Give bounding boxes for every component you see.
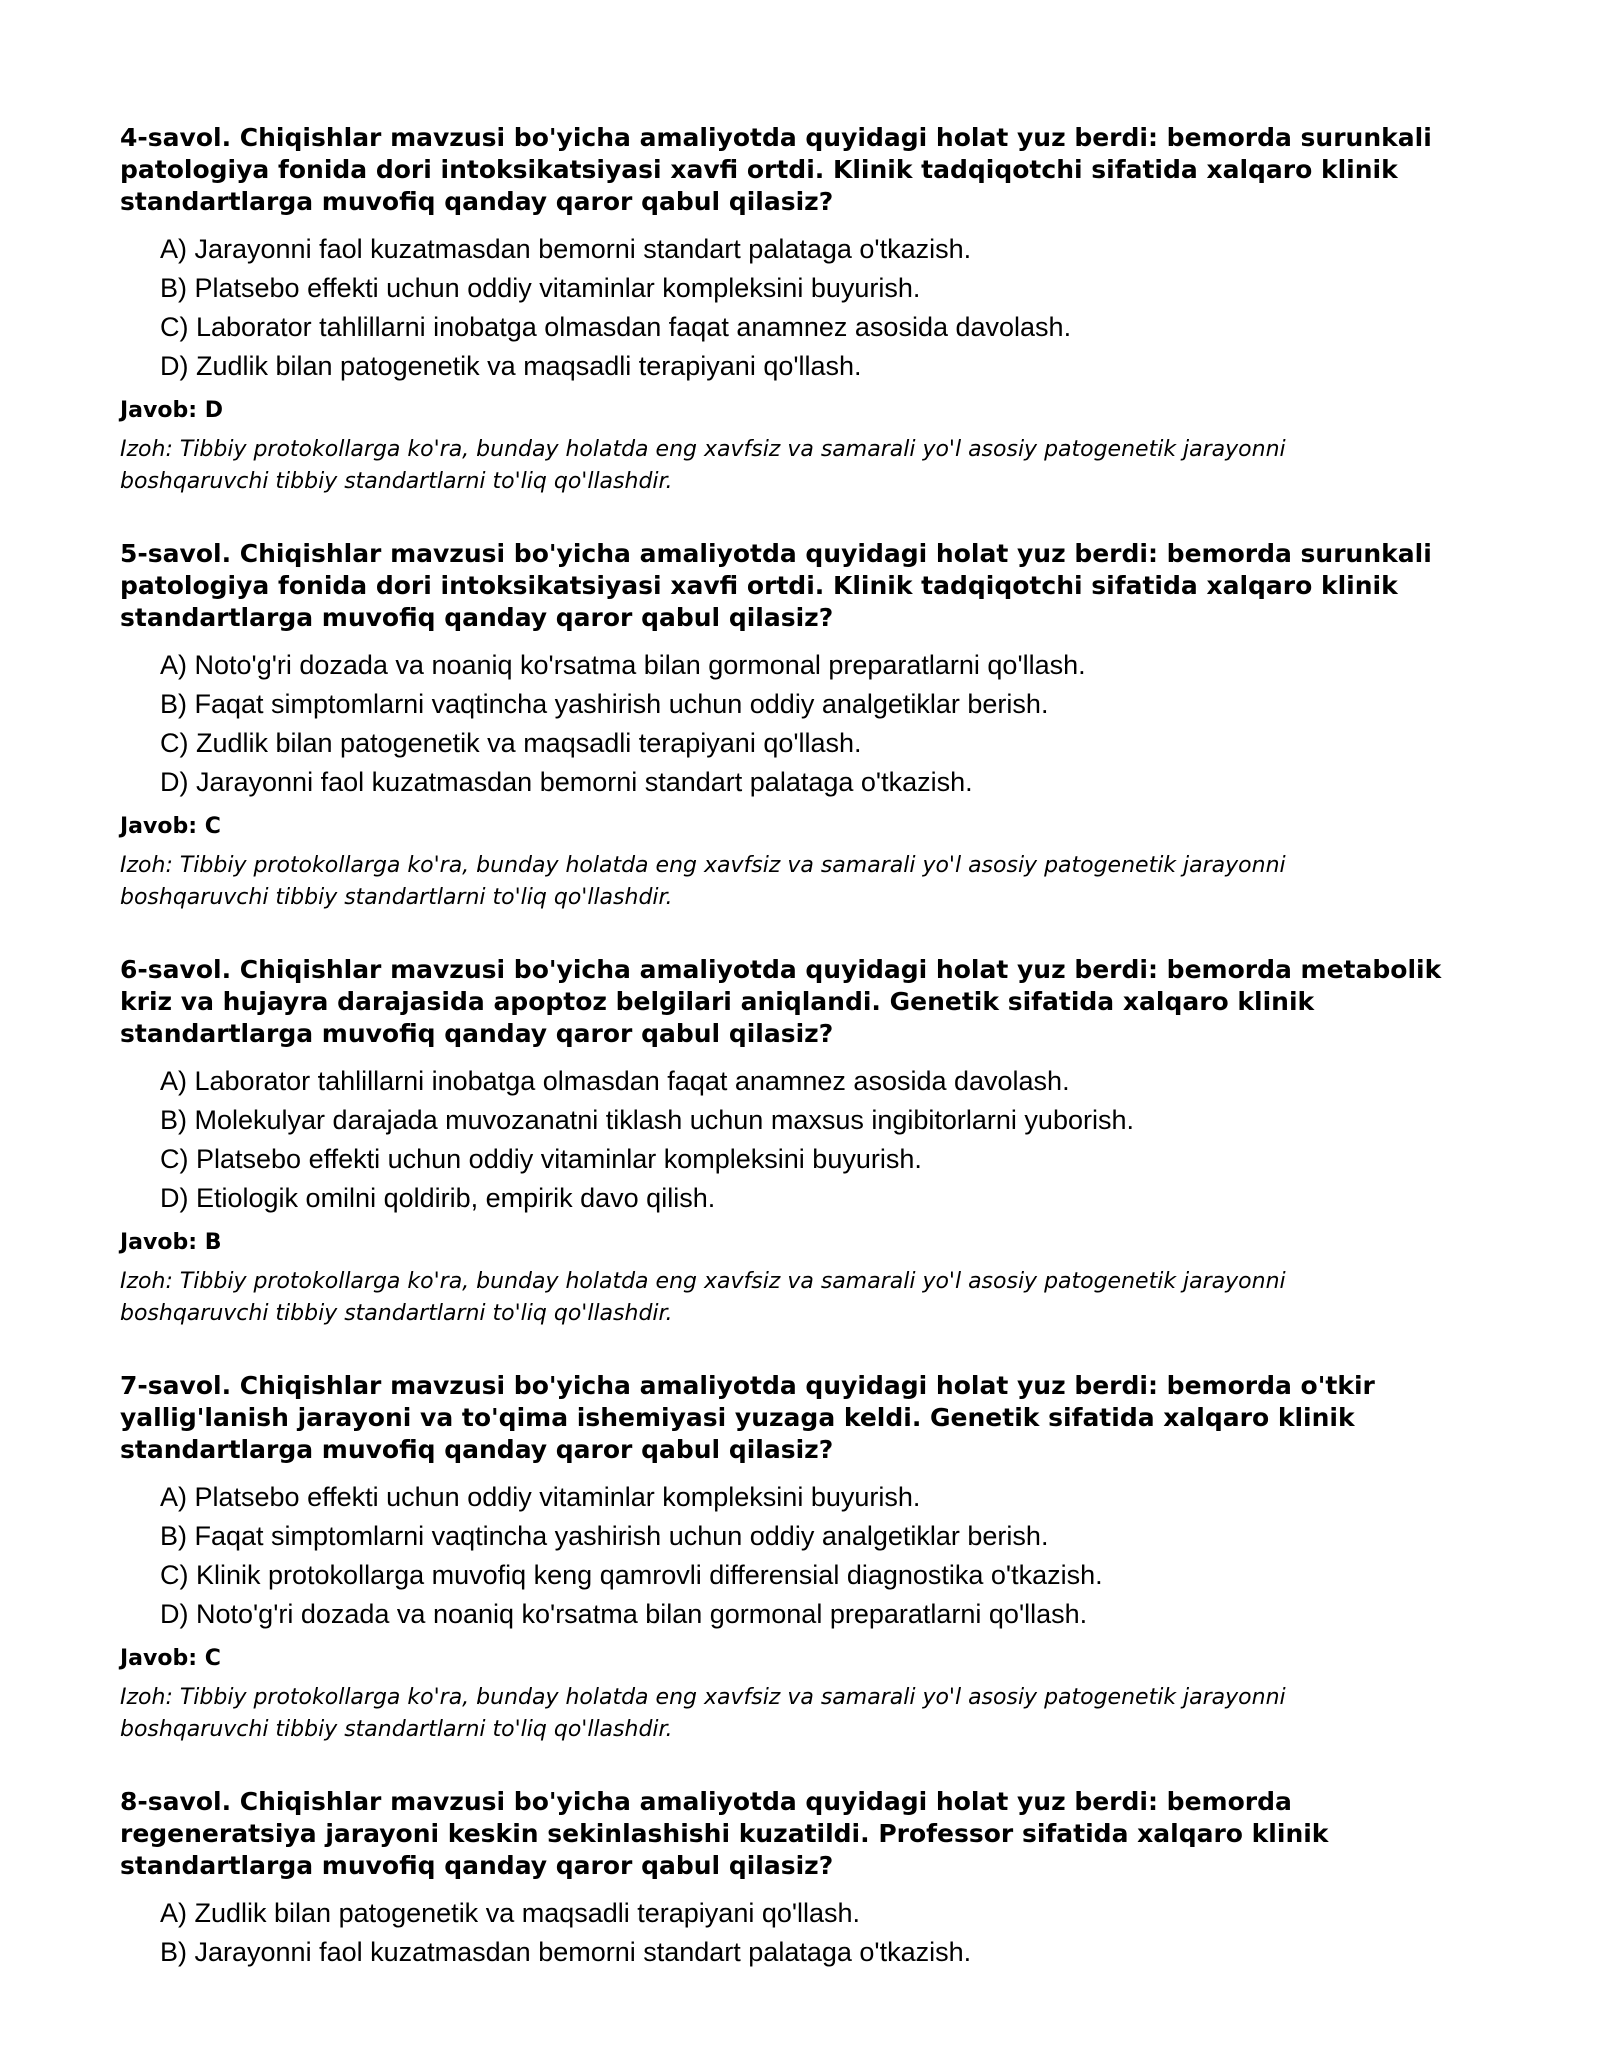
question-title: 5-savol. Chiqishlar mavzusi bo'yicha amaliyotda quyidagi holat yuz berdi: bemorda surunkali patologiya fonida dori intoksikatsiyasi xavfi ortdi. Klinik tadqiqotchi sifatida xalqaro klinik standartlarga muvofiq qanday qaror qabul qilasiz?	[120, 539, 1432, 632]
question-block	[120, 1786, 1460, 1972]
option-a: A) Jarayonni faol kuzatmasdan bemorni standart palataga o'tkazish.	[160, 234, 972, 264]
option-b: B) Faqat simptomlarni vaqtincha yashirish uchun oddiy analgetiklar berish.	[160, 689, 1049, 719]
option-a: A) Platsebo effekti uchun oddiy vitaminlar kompleksini buyurish.	[160, 1482, 921, 1512]
question-block	[120, 954, 1460, 1330]
question-title: 6-savol. Chiqishlar mavzusi bo'yicha amaliyotda quyidagi holat yuz berdi: bemorda metabolik kriz va hujayra darajasida apoptoz belgilari aniqlandi. Genetik sifatida xalqaro klinik standartlarga muvofiq qanday qaror qabul qilasiz?	[120, 955, 1442, 1048]
option-a: A) Zudlik bilan patogenetik va maqsadli terapiyani qo'llash.	[160, 1898, 861, 1928]
option-c: C) Laborator tahlillarni inobatga olmasdan faqat anamnez asosida davolash.	[160, 312, 1072, 342]
option-list	[160, 1894, 1460, 1972]
option-b: B) Molekulyar darajada muvozanatni tiklash uchun maxsus ingibitorlarni yuborish.	[160, 1105, 1134, 1135]
answer-label: Javob: D	[120, 398, 223, 423]
question-block	[120, 538, 1460, 914]
option-d: D) Noto'g'ri dozada va noaniq ko'rsatma bilan gormonal preparatlarni qo'llash.	[160, 1599, 1088, 1629]
option-b: B) Jarayonni faol kuzatmasdan bemorni standart palataga o'tkazish.	[160, 1937, 972, 1967]
question-block	[120, 1370, 1460, 1746]
explanation-note: Izoh: Tibbiy protokollarga ko'ra, bunday holatda eng xavfsiz va samarali yo'l asosiy patogenetik jarayonni boshqaruvchi tibbiy standartlarni to'liq qo'llashdir.	[120, 437, 1286, 494]
explanation-note: Izoh: Tibbiy protokollarga ko'ra, bunday holatda eng xavfsiz va samarali yo'l asosiy patogenetik jarayonni boshqaruvchi tibbiy standartlarni to'liq qo'llashdir.	[120, 853, 1286, 910]
question-title: 8-savol. Chiqishlar mavzusi bo'yicha amaliyotda quyidagi holat yuz berdi: bemorda regeneratsiya jarayoni keskin sekinlashishi kuzatildi. Professor sifatida xalqaro klinik standartlarga muvofiq qanday qaror qabul qilasiz?	[120, 1787, 1329, 1880]
explanation-note: Izoh: Tibbiy protokollarga ko'ra, bunday holatda eng xavfsiz va samarali yo'l asosiy patogenetik jarayonni boshqaruvchi tibbiy standartlarni to'liq qo'llashdir.	[120, 1269, 1286, 1326]
document-page	[120, 122, 1460, 2012]
option-a: A) Laborator tahlillarni inobatga olmasdan faqat anamnez asosida davolash.	[160, 1066, 1070, 1096]
option-c: C) Platsebo effekti uchun oddiy vitaminlar kompleksini buyurish.	[160, 1144, 922, 1174]
option-c: C) Zudlik bilan patogenetik va maqsadli terapiyani qo'llash.	[160, 728, 862, 758]
option-d: D) Zudlik bilan patogenetik va maqsadli terapiyani qo'llash.	[160, 351, 862, 381]
option-a: A) Noto'g'ri dozada va noaniq ko'rsatma bilan gormonal preparatlarni qo'llash.	[160, 650, 1086, 680]
explanation-note: Izoh: Tibbiy protokollarga ko'ra, bunday holatda eng xavfsiz va samarali yo'l asosiy patogenetik jarayonni boshqaruvchi tibbiy standartlarni to'liq qo'llashdir.	[120, 1685, 1286, 1742]
answer-label: Javob: C	[120, 814, 221, 839]
option-list	[160, 646, 1460, 802]
option-d: D) Jarayonni faol kuzatmasdan bemorni standart palataga o'tkazish.	[160, 767, 973, 797]
answer-label: Javob: C	[120, 1646, 221, 1671]
question-title: 4-savol. Chiqishlar mavzusi bo'yicha amaliyotda quyidagi holat yuz berdi: bemorda surunkali patologiya fonida dori intoksikatsiyasi xavfi ortdi. Klinik tadqiqotchi sifatida xalqaro klinik standartlarga muvofiq qanday qaror qabul qilasiz?	[120, 123, 1432, 216]
option-list	[160, 1478, 1460, 1634]
option-b: B) Faqat simptomlarni vaqtincha yashirish uchun oddiy analgetiklar berish.	[160, 1521, 1049, 1551]
question-block	[120, 122, 1460, 498]
question-title: 7-savol. Chiqishlar mavzusi bo'yicha amaliyotda quyidagi holat yuz berdi: bemorda o'tkir yallig'lanish jarayoni va to'qima ishemiyasi yuzaga keldi. Genetik sifatida xalqaro klinik standartlarga muvofiq qanday qaror qabul qilasiz?	[120, 1371, 1375, 1464]
option-c: C) Klinik protokollarga muvofiq keng qamrovli differensial diagnostika o'tkazish.	[160, 1560, 1103, 1590]
option-list	[160, 230, 1460, 386]
option-d: D) Etiologik omilni qoldirib, empirik davo qilish.	[160, 1183, 716, 1213]
option-b: B) Platsebo effekti uchun oddiy vitaminlar kompleksini buyurish.	[160, 273, 921, 303]
option-list	[160, 1062, 1460, 1218]
answer-label: Javob: B	[120, 1230, 222, 1255]
